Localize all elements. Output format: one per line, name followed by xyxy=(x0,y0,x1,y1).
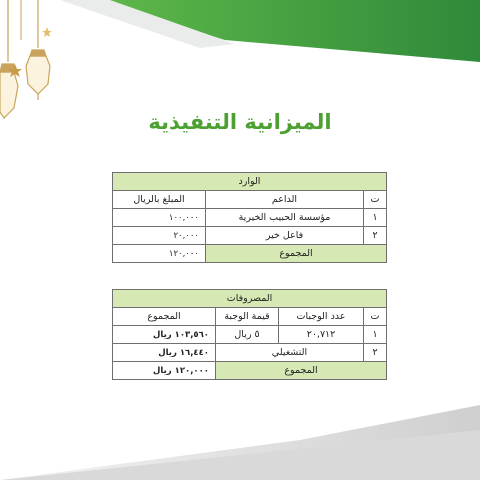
revenue-header: الوارد xyxy=(113,173,387,191)
column-amount: المبلغ بالريال xyxy=(113,191,206,209)
table-total-row xyxy=(113,362,387,380)
row-donor: مؤسسة الحبيب الخيرية xyxy=(206,209,364,227)
table-row xyxy=(113,209,387,227)
total-label: المجموع xyxy=(216,362,387,380)
row-index: ٢ xyxy=(364,344,387,362)
column-meals: عدد الوجبات xyxy=(279,308,364,326)
page-title: الميزانية التنفيذية xyxy=(148,110,332,134)
revenue-table xyxy=(112,172,387,263)
table-total-row xyxy=(113,245,387,263)
table-column-row xyxy=(113,191,387,209)
lantern-icon xyxy=(26,0,50,100)
row-amount: ٢٠,٠٠٠ xyxy=(113,227,206,245)
row-index: ١ xyxy=(364,209,387,227)
column-total: المجموع xyxy=(113,308,216,326)
table-row xyxy=(113,227,387,245)
table-row xyxy=(113,344,387,362)
total-value: ١٢٠,٠٠٠ xyxy=(113,245,206,263)
row-donor: فاعل خير xyxy=(206,227,364,245)
column-meal-value: قيمة الوجبة xyxy=(216,308,279,326)
row-total: ١٦,٤٤٠ ريال xyxy=(113,344,216,362)
star-icon xyxy=(42,27,52,37)
row-total: ١٠٣,٥٦٠ ريال xyxy=(113,326,216,344)
total-label: المجموع xyxy=(206,245,387,263)
lantern-icon xyxy=(0,0,18,118)
expenses-table xyxy=(112,289,387,380)
table-column-row xyxy=(113,308,387,326)
row-meal-value: ٥ ريال xyxy=(216,326,279,344)
expenses-header: المصروفات xyxy=(113,290,387,308)
row-index: ١ xyxy=(364,326,387,344)
column-donor: الداعم xyxy=(206,191,364,209)
column-index: ت xyxy=(364,308,387,326)
table-header-row xyxy=(113,173,387,191)
total-value: ١٢٠,٠٠٠ ريال xyxy=(113,362,216,380)
column-index: ت xyxy=(364,191,387,209)
table-header-row xyxy=(113,290,387,308)
table-row xyxy=(113,326,387,344)
row-operational: التشغيلي xyxy=(216,344,364,362)
row-amount: ١٠٠,٠٠٠ xyxy=(113,209,206,227)
row-meals: ٢٠,٧١٢ xyxy=(279,326,364,344)
grey-footer-shape-2 xyxy=(0,430,480,480)
row-index: ٢ xyxy=(364,227,387,245)
